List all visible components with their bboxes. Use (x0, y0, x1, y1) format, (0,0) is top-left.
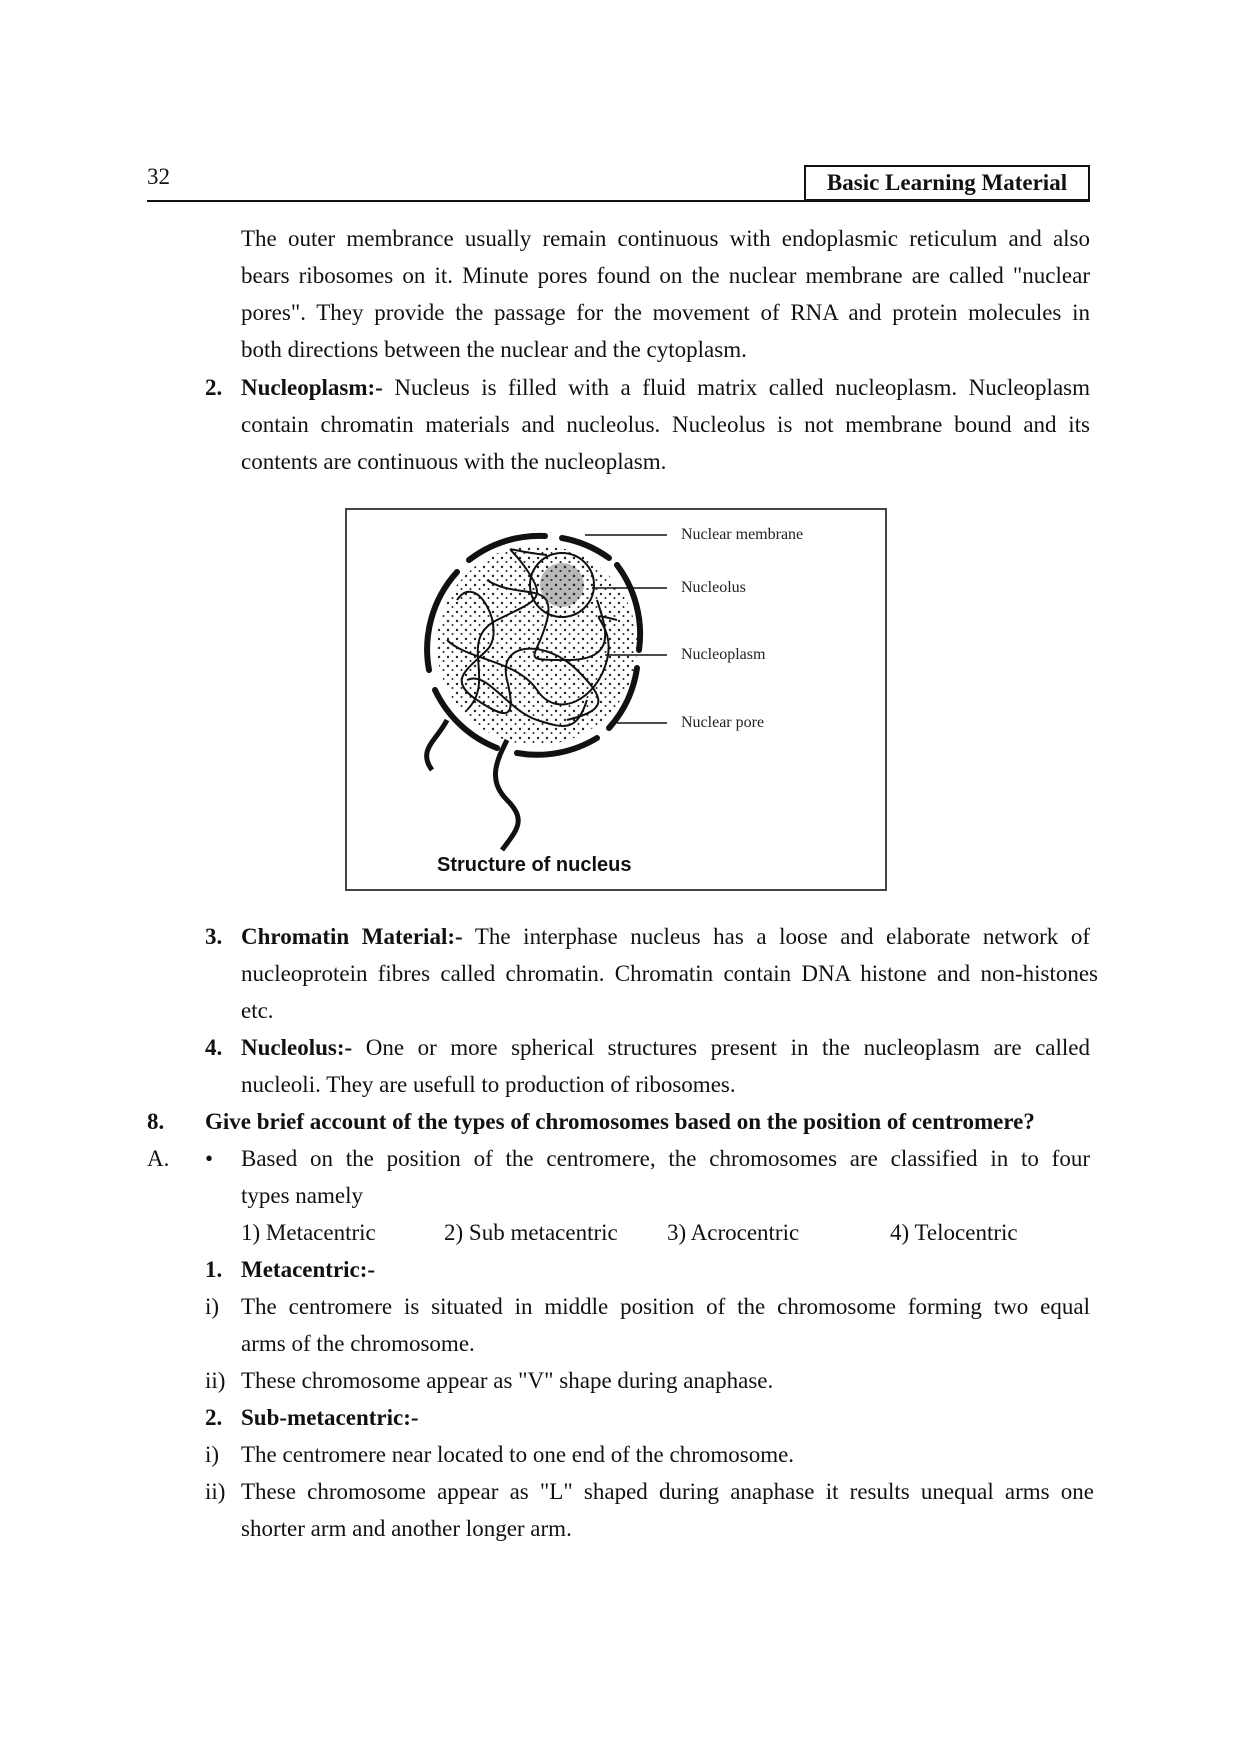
bullet: • (205, 1146, 214, 1171)
intro-line: The outer membrance usually remain continuous with endoplasmic reticulum and also (241, 226, 1090, 251)
item-term: Chromatin Material:- (241, 924, 463, 949)
point-line: The centromere near located to one end of the chromosome. (241, 1442, 795, 1467)
item-line: etc. (241, 998, 274, 1023)
running-header-title: Basic Learning Material (804, 165, 1090, 201)
answer-line: types namely (241, 1183, 363, 1208)
figure-caption: Structure of nucleus (437, 854, 632, 876)
section-number: 1. (205, 1257, 223, 1282)
label-nucleolus: Nucleolus (681, 579, 746, 596)
chromosome-type: 4) Telocentric (890, 1220, 1018, 1245)
item-nucleoplasm (241, 373, 1090, 403)
label-nuclear-pore: Nuclear pore (681, 714, 765, 731)
item-nucleolus (241, 1033, 1090, 1063)
question-number: 8. (147, 1109, 165, 1134)
item-term: Nucleolus:- (241, 1035, 353, 1060)
chromosome-type: 1) Metacentric (241, 1220, 376, 1245)
point-mark: ii) (205, 1479, 226, 1504)
point-line: The centromere is situated in middle position of the chromosome forming two equal (241, 1294, 1090, 1319)
label-nucleoplasm: Nucleoplasm (681, 646, 766, 663)
item-chromatin (241, 922, 1090, 952)
chromosome-type: 3) Acrocentric (667, 1220, 800, 1245)
point-mark: i) (205, 1442, 220, 1467)
point-line: arms of the chromosome. (241, 1331, 475, 1356)
item-term: Nucleoplasm:- (241, 375, 383, 400)
answer-line: Based on the position of the centromere, the chromosomes are classified in to four (241, 1146, 1090, 1171)
intro-line: bears ribosomes on it. Minute pores found on the nuclear membrane are called "nuclear (241, 263, 1090, 288)
section-number: 2. (205, 1405, 223, 1430)
item-text: The interphase nucleus has a loose and elaborate network of (462, 924, 1091, 949)
question-text: Give brief account of the types of chromosomes based on the position of centromere? (205, 1109, 1035, 1134)
nucleus-figure (345, 508, 887, 891)
nucleus-diagram (347, 510, 885, 889)
page-number: 32 (147, 164, 170, 189)
item-line: nucleoprotein fibres called chromatin. Chromatin contain DNA histone and non-histones (241, 961, 1098, 986)
item-text: Nucleus is filled with a fluid matrix called nucleoplasm. Nucleoplasm (382, 375, 1090, 400)
intro-line: pores". They provide the passage for the movement of RNA and protein molecules in (241, 300, 1090, 325)
point-line: These chromosome appear as "V" shape during anaphase. (241, 1368, 774, 1393)
answer-label: A. (147, 1146, 170, 1171)
chromosome-type: 2) Sub metacentric (444, 1220, 618, 1245)
section-title: Metacentric:- (241, 1257, 376, 1282)
item-number: 4. (205, 1035, 223, 1060)
label-nuclear-membrane: Nuclear membrane (681, 526, 804, 543)
point-mark: i) (205, 1294, 220, 1319)
section-title: Sub-metacentric:- (241, 1405, 419, 1430)
header-rule (147, 200, 1090, 202)
intro-line: both directions between the nuclear and the cytoplasm. (241, 337, 747, 362)
item-line: nucleoli. They are usefull to production of ribosomes. (241, 1072, 736, 1097)
item-number: 2. (205, 375, 223, 400)
item-number: 3. (205, 924, 223, 949)
point-mark: ii) (205, 1368, 226, 1393)
point-line: These chromosome appear as "L" shaped during anaphase it results unequal arms one (241, 1479, 1094, 1504)
item-text: One or more spherical structures present in the nucleoplasm are called (352, 1035, 1090, 1060)
point-line: shorter arm and another longer arm. (241, 1516, 572, 1541)
item-line: contain chromatin materials and nucleolus. Nucleolus is not membrane bound and its (241, 412, 1090, 437)
item-line: contents are continuous with the nucleoplasm. (241, 449, 667, 474)
